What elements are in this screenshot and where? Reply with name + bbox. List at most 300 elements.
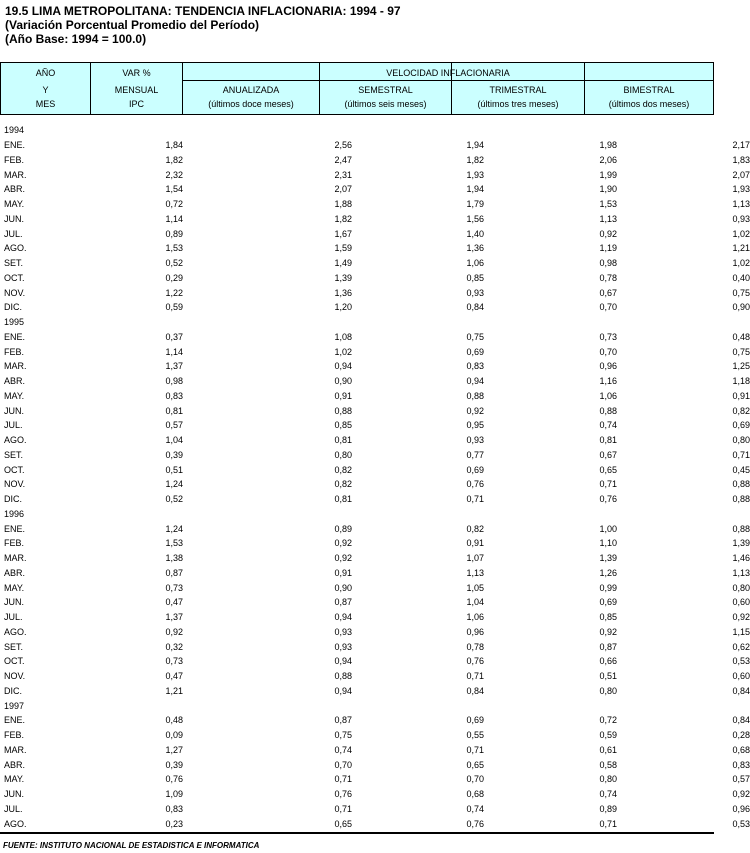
var-mensual-cell: 1,09 <box>165 789 183 800</box>
trimestral-cell: 0,85 <box>599 612 617 623</box>
month-label: ABR. <box>4 376 26 387</box>
bimestral-cell: 0,40 <box>732 272 750 283</box>
empty-cell <box>617 507 750 522</box>
header-trimestral: TRIMESTRAL <box>489 85 547 95</box>
month-label: FEB. <box>4 346 25 357</box>
month-label: MAY. <box>4 199 25 210</box>
trimestral-cell: 0,59 <box>599 730 617 741</box>
bimestral-cell: 0,53 <box>732 656 750 667</box>
table-row <box>0 669 750 684</box>
month-label: AGO. <box>4 626 27 637</box>
var-mensual-cell: 0,09 <box>165 730 183 741</box>
title-line-3: (Año Base: 1994 = 100.0) <box>5 32 147 46</box>
semestral-cell: 1,56 <box>466 213 484 224</box>
trimestral-cell: 0,98 <box>599 258 617 269</box>
semestral-cell: 0,55 <box>466 730 484 741</box>
empty-cell <box>94 315 215 330</box>
year-row <box>0 507 750 522</box>
trimestral-cell: 0,88 <box>599 405 617 416</box>
bimestral-cell: 1,13 <box>732 567 750 578</box>
bimestral-cell: 0,45 <box>732 464 750 475</box>
var-mensual-cell: 1,14 <box>165 346 183 357</box>
anualizada-cell: 0,94 <box>334 361 352 372</box>
month-label: AGO. <box>4 243 27 254</box>
month-label: JUN. <box>4 789 24 800</box>
var-mensual-cell: 0,76 <box>165 774 183 785</box>
anualizada-cell: 0,88 <box>334 405 352 416</box>
bimestral-cell: 1,21 <box>732 243 750 254</box>
trimestral-cell: 0,78 <box>599 272 617 283</box>
month-label: ABR. <box>4 759 26 770</box>
var-mensual-cell: 0,47 <box>165 671 183 682</box>
anualizada-cell: 0,85 <box>334 420 352 431</box>
year-label: 1994 <box>4 125 25 136</box>
empty-cell <box>484 507 617 522</box>
month-label: NOV. <box>4 287 26 298</box>
var-mensual-cell: 1,04 <box>165 435 183 446</box>
bimestral-cell: 0,96 <box>732 803 750 814</box>
var-mensual-cell: 0,51 <box>165 464 183 475</box>
anualizada-cell: 0,81 <box>334 494 352 505</box>
var-mensual-cell: 0,57 <box>165 420 183 431</box>
trimestral-cell: 0,76 <box>599 494 617 505</box>
empty-cell <box>352 123 484 138</box>
var-mensual-cell: 1,14 <box>165 213 183 224</box>
semestral-cell: 0,94 <box>466 376 484 387</box>
month-label: ENE. <box>4 715 26 726</box>
semestral-cell: 1,05 <box>466 582 484 593</box>
semestral-cell: 1,04 <box>466 597 484 608</box>
semestral-cell: 0,71 <box>466 494 484 505</box>
bimestral-cell: 1,25 <box>732 361 750 372</box>
month-label: ENE. <box>4 331 26 342</box>
table-row <box>0 802 750 817</box>
table-row <box>0 344 750 359</box>
semestral-cell: 0,76 <box>466 656 484 667</box>
table-row <box>0 772 750 787</box>
trimestral-cell: 0,87 <box>599 641 617 652</box>
month-label: JUN. <box>4 405 24 416</box>
table-row <box>0 551 750 566</box>
table-row <box>0 197 750 212</box>
anualizada-cell: 0,90 <box>334 376 352 387</box>
anualizada-cell: 0,92 <box>334 553 352 564</box>
var-mensual-cell: 0,89 <box>165 228 183 239</box>
bimestral-cell: 2,07 <box>732 169 750 180</box>
bimestral-cell: 0,90 <box>732 302 750 313</box>
var-mensual-cell: 0,59 <box>165 302 183 313</box>
trimestral-cell: 1,06 <box>599 390 617 401</box>
bimestral-cell: 0,93 <box>732 213 750 224</box>
trimestral-cell: 0,70 <box>599 346 617 357</box>
header-mensual-label: MENSUAL <box>114 85 159 95</box>
trimestral-cell: 1,98 <box>599 140 617 151</box>
semestral-cell: 0,84 <box>466 685 484 696</box>
semestral-cell: 1,06 <box>466 612 484 623</box>
empty-cell <box>617 698 750 713</box>
month-label: NOV. <box>4 671 26 682</box>
trimestral-cell: 0,81 <box>599 435 617 446</box>
table-row <box>0 182 750 197</box>
month-label: OCT. <box>4 656 25 667</box>
month-label: DIC. <box>4 302 22 313</box>
table-row <box>0 536 750 551</box>
bimestral-cell: 1,83 <box>732 154 750 165</box>
var-mensual-cell: 0,39 <box>165 449 183 460</box>
year-label: 1995 <box>4 317 25 328</box>
trimestral-cell: 0,92 <box>599 626 617 637</box>
anualizada-cell: 0,81 <box>334 435 352 446</box>
var-mensual-cell: 0,83 <box>165 803 183 814</box>
table-row <box>0 816 750 831</box>
trimestral-cell: 0,72 <box>599 715 617 726</box>
semestral-cell: 0,69 <box>466 715 484 726</box>
anualizada-cell: 0,94 <box>334 612 352 623</box>
month-label: FEB. <box>4 538 25 549</box>
var-mensual-cell: 0,83 <box>165 390 183 401</box>
table-row <box>0 330 750 345</box>
anualizada-cell: 1,36 <box>334 287 352 298</box>
var-mensual-cell: 0,81 <box>165 405 183 416</box>
semestral-cell: 1,36 <box>466 243 484 254</box>
bimestral-cell: 0,80 <box>732 435 750 446</box>
var-mensual-cell: 0,47 <box>165 597 183 608</box>
semestral-cell: 0,76 <box>466 818 484 829</box>
trimestral-cell: 0,99 <box>599 582 617 593</box>
table-row <box>0 654 750 669</box>
var-mensual-cell: 1,37 <box>165 361 183 372</box>
anualizada-cell: 0,82 <box>334 464 352 475</box>
month-label: ABR. <box>4 184 26 195</box>
anualizada-cell: 1,39 <box>334 272 352 283</box>
semestral-cell: 0,74 <box>466 803 484 814</box>
empty-cell <box>484 123 617 138</box>
table-row <box>0 477 750 492</box>
semestral-cell: 0,83 <box>466 361 484 372</box>
source-footer: FUENTE: INSTITUTO NACIONAL DE ESTADISTICA E INFORMATICA <box>3 841 260 850</box>
trimestral-cell: 1,99 <box>599 169 617 180</box>
semestral-cell: 1,82 <box>466 154 484 165</box>
trimestral-cell: 0,69 <box>599 597 617 608</box>
month-label: DIC. <box>4 685 22 696</box>
semestral-cell: 0,68 <box>466 789 484 800</box>
bimestral-cell: 1,02 <box>732 258 750 269</box>
header-group-title: VELOCIDAD INFLACIONARIA <box>386 68 510 78</box>
bimestral-cell: 1,02 <box>732 228 750 239</box>
var-mensual-cell: 0,52 <box>165 258 183 269</box>
semestral-cell: 0,85 <box>466 272 484 283</box>
var-mensual-cell: 0,48 <box>165 715 183 726</box>
anualizada-cell: 2,31 <box>334 169 352 180</box>
month-label: JUN. <box>4 213 24 224</box>
bimestral-cell: 0,84 <box>732 715 750 726</box>
empty-cell <box>94 123 215 138</box>
table-row <box>0 256 750 271</box>
var-mensual-cell: 1,38 <box>165 553 183 564</box>
trimestral-cell: 0,58 <box>599 759 617 770</box>
trimestral-cell: 0,51 <box>599 671 617 682</box>
semestral-cell: 1,07 <box>466 553 484 564</box>
anualizada-cell: 0,87 <box>334 597 352 608</box>
trimestral-cell: 0,70 <box>599 302 617 313</box>
bimestral-cell: 0,88 <box>732 479 750 490</box>
trimestral-cell: 0,96 <box>599 361 617 372</box>
bimestral-cell: 0,69 <box>732 420 750 431</box>
empty-cell <box>215 315 352 330</box>
var-mensual-cell: 0,73 <box>165 656 183 667</box>
anualizada-cell: 0,94 <box>334 685 352 696</box>
var-mensual-cell: 0,92 <box>165 626 183 637</box>
table-row <box>0 374 750 389</box>
bimestral-cell: 0,88 <box>732 523 750 534</box>
table-row <box>0 448 750 463</box>
table-row <box>0 462 750 477</box>
var-mensual-cell: 1,54 <box>165 184 183 195</box>
semestral-cell: 0,76 <box>466 479 484 490</box>
empty-cell <box>617 315 750 330</box>
table-row <box>0 212 750 227</box>
anualizada-cell: 2,56 <box>334 140 352 151</box>
table-row <box>0 521 750 536</box>
month-label: AGO. <box>4 435 27 446</box>
month-label: SET. <box>4 641 24 652</box>
trimestral-cell: 1,10 <box>599 538 617 549</box>
month-label: MAY. <box>4 774 25 785</box>
anualizada-cell: 1,02 <box>334 346 352 357</box>
bimestral-cell: 0,53 <box>732 818 750 829</box>
title-line-2: (Variación Porcentual Promedio del Período) <box>5 18 260 32</box>
trimestral-cell: 0,67 <box>599 287 617 298</box>
inflation-table <box>0 123 750 831</box>
semestral-cell: 0,93 <box>466 435 484 446</box>
table-row <box>0 138 750 153</box>
table-row <box>0 271 750 286</box>
month-label: MAR. <box>4 169 27 180</box>
empty-cell <box>352 315 484 330</box>
trimestral-cell: 0,92 <box>599 228 617 239</box>
table-header <box>0 62 714 115</box>
var-mensual-cell: 0,32 <box>165 641 183 652</box>
table-row <box>0 241 750 256</box>
anualizada-cell: 0,71 <box>334 803 352 814</box>
month-label: JUN. <box>4 597 24 608</box>
bimestral-cell: 0,28 <box>732 730 750 741</box>
empty-cell <box>215 698 352 713</box>
header-anualizada: ANUALIZADA <box>222 85 280 95</box>
bimestral-cell: 0,92 <box>732 789 750 800</box>
month-label: MAR. <box>4 361 27 372</box>
bimestral-cell: 0,92 <box>732 612 750 623</box>
semestral-cell: 0,75 <box>466 331 484 342</box>
month-label: SET. <box>4 258 24 269</box>
semestral-cell: 0,95 <box>466 420 484 431</box>
semestral-cell: 0,92 <box>466 405 484 416</box>
table-row <box>0 359 750 374</box>
bimestral-cell: 0,62 <box>732 641 750 652</box>
trimestral-cell: 0,65 <box>599 464 617 475</box>
semestral-cell: 0,96 <box>466 626 484 637</box>
anualizada-cell: 0,93 <box>334 641 352 652</box>
title-line-1: 19.5 LIMA METROPOLITANA: TENDENCIA INFLACIONARIA: 1994 - 97 <box>5 4 401 18</box>
anualizada-cell: 0,91 <box>334 567 352 578</box>
month-label: JUL. <box>4 228 23 239</box>
year-label: 1996 <box>4 508 25 519</box>
semestral-cell: 0,69 <box>466 346 484 357</box>
semestral-cell: 0,84 <box>466 302 484 313</box>
anualizada-cell: 0,76 <box>334 789 352 800</box>
table-row <box>0 610 750 625</box>
var-mensual-cell: 1,24 <box>165 479 183 490</box>
empty-cell <box>352 698 484 713</box>
trimestral-cell: 0,67 <box>599 449 617 460</box>
bimestral-cell: 1,13 <box>732 199 750 210</box>
trimestral-cell: 1,19 <box>599 243 617 254</box>
bimestral-cell: 1,18 <box>732 376 750 387</box>
bimestral-cell: 0,84 <box>732 685 750 696</box>
trimestral-cell: 0,61 <box>599 744 617 755</box>
trimestral-cell: 1,90 <box>599 184 617 195</box>
header-anualizada-sub: (últimos doce meses) <box>208 99 294 109</box>
anualizada-cell: 0,82 <box>334 479 352 490</box>
table-row <box>0 300 750 315</box>
empty-cell <box>215 507 352 522</box>
var-mensual-cell: 1,53 <box>165 243 183 254</box>
semestral-cell: 1,94 <box>466 140 484 151</box>
table-row <box>0 580 750 595</box>
anualizada-cell: 0,75 <box>334 730 352 741</box>
header-trimestral-sub: (últimos tres meses) <box>477 99 559 109</box>
header-bimestral: BIMESTRAL <box>623 85 675 95</box>
var-mensual-cell: 0,98 <box>165 376 183 387</box>
trimestral-cell: 0,73 <box>599 331 617 342</box>
bimestral-cell: 1,93 <box>732 184 750 195</box>
table-row <box>0 226 750 241</box>
header-var-label: VAR % <box>122 68 151 78</box>
var-mensual-cell: 1,27 <box>165 744 183 755</box>
anualizada-cell: 1,20 <box>334 302 352 313</box>
trimestral-cell: 0,80 <box>599 685 617 696</box>
bimestral-cell: 0,57 <box>732 774 750 785</box>
empty-cell <box>94 507 215 522</box>
month-label: MAR. <box>4 744 27 755</box>
bimestral-cell: 1,39 <box>732 538 750 549</box>
semestral-cell: 0,78 <box>466 641 484 652</box>
var-mensual-cell: 0,29 <box>165 272 183 283</box>
bimestral-cell: 0,88 <box>732 494 750 505</box>
semestral-cell: 0,70 <box>466 774 484 785</box>
table-row <box>0 389 750 404</box>
trimestral-cell: 0,66 <box>599 656 617 667</box>
trimestral-cell: 0,71 <box>599 818 617 829</box>
trimestral-cell: 1,39 <box>599 553 617 564</box>
year-row <box>0 698 750 713</box>
trimestral-cell: 1,00 <box>599 523 617 534</box>
month-label: JUL. <box>4 420 23 431</box>
month-label: OCT. <box>4 272 25 283</box>
anualizada-cell: 1,67 <box>334 228 352 239</box>
bimestral-cell: 0,80 <box>732 582 750 593</box>
year-label: 1997 <box>4 700 25 711</box>
anualizada-cell: 2,07 <box>334 184 352 195</box>
header-group-line <box>183 80 713 81</box>
semestral-cell: 1,40 <box>466 228 484 239</box>
anualizada-cell: 1,59 <box>334 243 352 254</box>
table-row <box>0 639 750 654</box>
anualizada-cell: 0,65 <box>334 818 352 829</box>
table-row <box>0 728 750 743</box>
month-label: FEB. <box>4 154 25 165</box>
anualizada-cell: 0,92 <box>334 538 352 549</box>
bimestral-cell: 0,60 <box>732 597 750 608</box>
anualizada-cell: 0,91 <box>334 390 352 401</box>
semestral-cell: 0,88 <box>466 390 484 401</box>
anualizada-cell: 0,74 <box>334 744 352 755</box>
month-label: JUL. <box>4 803 23 814</box>
table-row <box>0 713 750 728</box>
bimestral-cell: 0,60 <box>732 671 750 682</box>
var-mensual-cell: 0,39 <box>165 759 183 770</box>
anualizada-cell: 2,47 <box>334 154 352 165</box>
table-row <box>0 418 750 433</box>
empty-cell <box>484 315 617 330</box>
bimestral-cell: 1,15 <box>732 626 750 637</box>
anualizada-cell: 0,89 <box>334 523 352 534</box>
var-mensual-cell: 1,21 <box>165 685 183 696</box>
bimestral-cell: 0,75 <box>732 346 750 357</box>
empty-cell <box>617 123 750 138</box>
anualizada-cell: 0,90 <box>334 582 352 593</box>
trimestral-cell: 1,53 <box>599 199 617 210</box>
trimestral-cell: 0,74 <box>599 789 617 800</box>
anualizada-cell: 1,08 <box>334 331 352 342</box>
bimestral-cell: 0,91 <box>732 390 750 401</box>
semestral-cell: 1,79 <box>466 199 484 210</box>
month-label: OCT. <box>4 464 25 475</box>
trimestral-cell: 0,89 <box>599 803 617 814</box>
table-body <box>0 123 750 831</box>
anualizada-cell: 0,71 <box>334 774 352 785</box>
month-label: ABR. <box>4 567 26 578</box>
month-label: MAY. <box>4 582 25 593</box>
var-mensual-cell: 0,73 <box>165 582 183 593</box>
bimestral-cell: 0,75 <box>732 287 750 298</box>
anualizada-cell: 1,49 <box>334 258 352 269</box>
table-row <box>0 625 750 640</box>
bimestral-cell: 0,48 <box>732 331 750 342</box>
month-label: FEB. <box>4 730 25 741</box>
month-label: MAR. <box>4 553 27 564</box>
header-semestral: SEMESTRAL <box>358 85 413 95</box>
anualizada-cell: 1,88 <box>334 199 352 210</box>
anualizada-cell: 0,93 <box>334 626 352 637</box>
empty-cell <box>215 123 352 138</box>
header-semestral-sub: (últimos seis meses) <box>344 99 427 109</box>
bimestral-cell: 0,82 <box>732 405 750 416</box>
bimestral-cell: 2,17 <box>732 140 750 151</box>
semestral-cell: 1,93 <box>466 169 484 180</box>
var-mensual-cell: 0,37 <box>165 331 183 342</box>
semestral-cell: 0,71 <box>466 744 484 755</box>
year-row <box>0 123 750 138</box>
var-mensual-cell: 1,24 <box>165 523 183 534</box>
var-mensual-cell: 0,87 <box>165 567 183 578</box>
header-month-label: MES <box>35 99 56 109</box>
anualizada-cell: 0,80 <box>334 449 352 460</box>
bimestral-cell: 1,46 <box>732 553 750 564</box>
table-row <box>0 285 750 300</box>
var-mensual-cell: 1,37 <box>165 612 183 623</box>
semestral-cell: 0,91 <box>466 538 484 549</box>
